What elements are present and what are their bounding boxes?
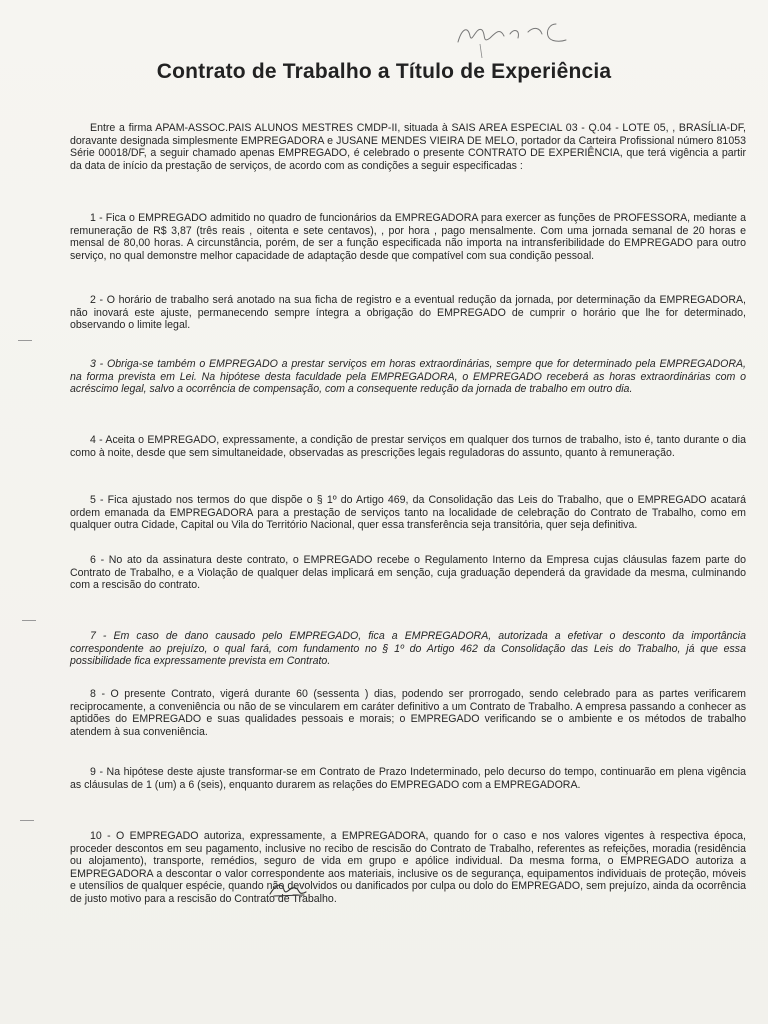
clause-6: 6 - No ato da assinatura deste contrato, o EMPREGADO recebe o Regulamento Interno da Empresa cujas cláusulas fazem parte do Contrato de Trabalho, e a Violação de qualquer delas implicará em senção, cuja graduação dependerá da gravidade da mesma, culminando com a rescisão do contrato. — [70, 554, 746, 592]
clause-9: 9 - Na hipótese deste ajuste transformar-se em Contrato de Prazo Indeterminado, pelo decurso do tempo, continuarão em plena vigência as cláusulas de 1 (um) a 6 (seis), enquanto durarem as relações do EMPREGADO com a EMPREGADORA. — [70, 766, 746, 791]
handwritten-initials — [452, 14, 592, 64]
clause-1: 1 - Fica o EMPREGADO admitido no quadro de funcionários da EMPREGADORA para exercer as funções de PROFESSORA, mediante a remuneração de R$ 3,87 (três reais , oitenta e sete centavos), , por hora , pago mensalmente. Com uma jornada semanal de 20 horas e mensal de 80,00 horas. A circunstância, porém, de ser a função especificada não importa na intransferibilidade do EMPREGADO para outro serviço, no qual demonstre melhor capacidade de adaptação desde que compatível com sua condição pessoal. — [70, 212, 746, 262]
margin-mark — [18, 340, 32, 341]
clause-7: 7 - Em caso de dano causado pelo EMPREGADO, fica a EMPREGADORA, autorizada a efetivar o desconto da importância correspondente ao prejuízo, o qual fará, com fundamento no § 1º do Artigo 462 da Consolidação das Leis do Trabalho, já que essa possibilidade fica expressamente prevista em Contrato. — [70, 630, 746, 668]
signature-mark — [268, 878, 310, 900]
clause-10: 10 - O EMPREGADO autoriza, expressamente, a EMPREGADORA, quando for o caso e nos valores vigentes à respectiva época, proceder descontos em seu pagamento, inclusive no recibo de rescisão do Contrato de Trabalho, referentes as refeições, moradia (residência ou alojamento), transporte, remédios, seguro de vida em grupo e apólice individual. Da mesma forma, o EMPREGADO autoriza a EMPREGADORA a descontar o valor correspondente aos materiais, inclusive os de segurança, equipamentos individuais de proteção, móveis e utensílios de qualquer espécie, quando não devolvidos ou danificados por culpa ou dolo do EMPREGADO, sem prejuízo, ainda da ocorrência de justo motivo para a rescisão do Contrato de Trabalho. — [70, 830, 746, 905]
clause-8: 8 - O presente Contrato, vigerá durante 60 (sessenta ) dias, podendo ser prorrogado, sendo celebrado para as partes verificarem reciprocamente, a conveniência ou não de se vincularem em caráter definitivo a um Contrato de Trabalho. A empresa passando a conhecer as aptidões do EMPREGADO e suas qualidades pessoais e morais; o EMPREGADO verificando se o ambiente e os métodos de trabalho atendem à sua conveniência. — [70, 688, 746, 738]
clause-4: 4 - Aceita o EMPREGADO, expressamente, a condição de prestar serviços em qualquer dos turnos de trabalho, isto é, tanto durante o dia como à noite, desde que sem simultaneidade, observadas as prescrições legais reguladoras do assunto, quanto à remuneração. — [70, 434, 746, 459]
margin-mark — [22, 620, 36, 621]
preamble-paragraph: Entre a firma APAM-ASSOC.PAIS ALUNOS MESTRES CMDP-II, situada à SAIS AREA ESPECIAL 03 - Q.04 - LOTE 05, , BRASÍLIA-DF, doravante designada simplesmente EMPREGADORA e JUSANE MENDES VIEIRA DE MELO, portador da Carteira Profissional número 81053 Série 00018/DF, a seguir chamado apenas EMPREGADO, é celebrado o presente CONTRATO DE EXPERIÊNCIA, que terá vigência a partir da data de início da prestação de serviços, de acordo com as condições a seguir especificadas : — [70, 122, 746, 172]
clause-3: 3 - Obriga-se também o EMPREGADO a prestar serviços em horas extraordinárias, sempre que for determinado pela EMPREGADORA, na forma prevista em Lei. Na hipótese desta faculdade pela EMPREGADORA, o EMPREGADO receberá as horas extraordinárias com o acréscimo legal, salvo a ocorrência de compensação, com a consequente redução da jornada de trabalho em outro dia. — [70, 358, 746, 396]
clause-2: 2 - O horário de trabalho será anotado na sua ficha de registro e a eventual redução da jornada, por determinação da EMPREGADORA, não inovará este ajuste, permanecendo sempre íntegra a obrigação do EMPREGADO de cumprir o horário que lhe for determinado, observando o limite legal. — [70, 294, 746, 332]
margin-mark — [20, 820, 34, 821]
document-title: Contrato de Trabalho a Título de Experiência — [156, 60, 612, 83]
clause-5: 5 - Fica ajustado nos termos do que dispõe o § 1º do Artigo 469, da Consolidação das Leis do Trabalho, que o EMPREGADO acatará ordem emanada da EMPREGADORA para a prestação de serviços tanto na localidade de celebração do Contrato de Trabalho, como em qualquer outra Cidade, Capital ou Vila do Território Nacional, quer essa transferência seja transitória, quer seja definitiva. — [70, 494, 746, 532]
